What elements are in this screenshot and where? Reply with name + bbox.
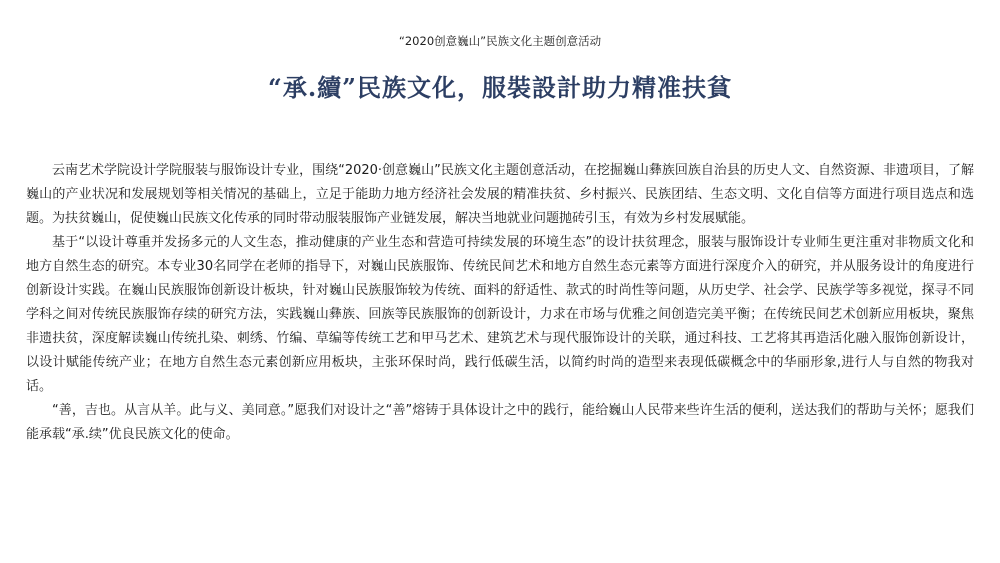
article-body [26,159,974,447]
paragraph-2: 基于“以设计尊重并发扬多元的人文生态，推动健康的产业生态和营造可持续发展的环境生态”的设计扶贫理念，服装与服饰设计专业师生更注重对非物质文化和地方自然生态的研究。本专业30名同学在老师的指导下，对巍山民族服饰、传统民间艺术和地方自然生态元素等方面进行深度介入的研究，并从服务设计的角度进行创新设计实践。在巍山民族服饰创新设计板块，针对巍山民族服饰较为传统、面料的舒适性、款式的时尚性等问题，从历史学、社会学、民族学等多视觉，探寻不同学科之间对传统民族服饰存续的研究方法，实践巍山彝族、回族等民族服饰的创新设计，力求在市场与优雅之间创造完美平衡；在传统民间艺术创新应用板块，聚焦非遗扶贫，深度解读巍山传统扎染、刺绣、竹编、草编等传统工艺和甲马艺术、建筑艺术与现代服饰设计的关联，通过科技、工艺将其再造活化融入服饰创新设计，以设计赋能传统产业；在地方自然生态元素创新应用板块，主张环保时尚，践行低碳生活，以简约时尚的造型来表现低碳概念中的华丽形象,进行人与自然的物我对话。 [26,235,974,394]
page-title: “承.續”民族文化，服裝設計助力精准扶貧 [268,73,732,102]
event-kicker: “2020创意巍山”民族文化主题创意活动 [398,34,602,48]
paragraph-1: 云南艺术学院设计学院服装与服饰设计专业，围绕“2020·创意巍山”民族文化主题创意活动，在挖掘巍山彝族回族自治县的历史人文、自然资源、非遗项目，了解巍山的产业状况和发展规划等相关情况的基础上，立足于能助力地方经济社会发展的精准扶贫、乡村振兴、民族团结、生态文明、文化自信等方面进行项目选点和选题。为扶贫巍山，促使巍山民族文化传承的同时带动服装服饰产业链发展，解决当地就业问题抛砖引玉，有效为乡村发展赋能。 [26,163,974,226]
paragraph-3: “善，吉也。从言从羊。此与义、美同意。”愿我们对设计之“善”熔铸于具体设计之中的践行，能给巍山人民带来些许生活的便利，送达我们的帮助与关怀；愿我们能承载“承.续”优良民族文化的使命。 [26,403,974,442]
